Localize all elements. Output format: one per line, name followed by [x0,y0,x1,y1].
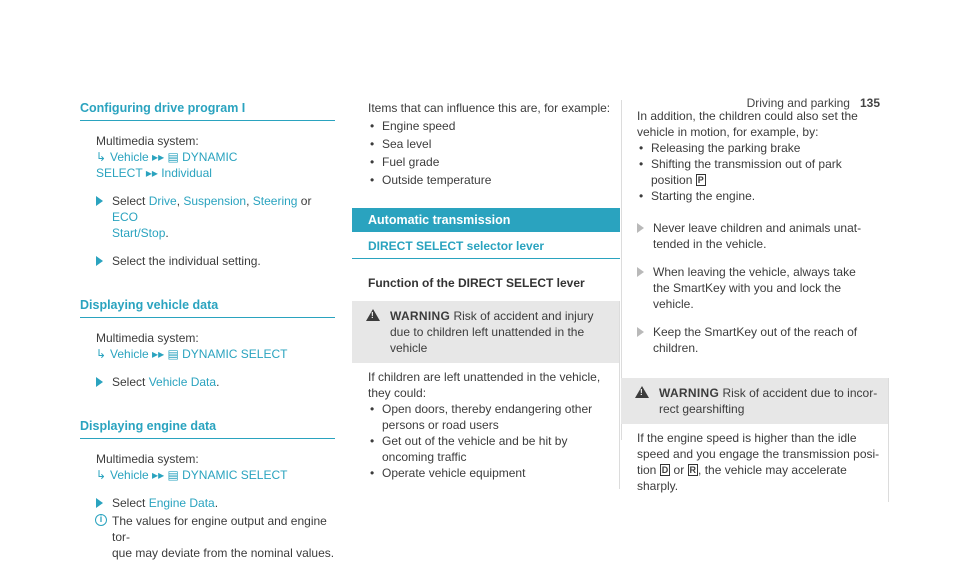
heading-vehicle-data: Displaying vehicle data [80,297,335,318]
menu-path [80,149,335,165]
menu-path [80,467,335,483]
path-individual-link[interactable]: Individual [161,166,212,180]
note-engine-values: i The values for engine output and engine tor- que may deviate from the nominal values. [80,513,335,561]
warning-body: If the engine speed is higher than the idle speed and you engage the transmission posi- tion D or R , the vehicle may accelerate sharply. [637,431,880,493]
intro-text: Items that can influence this are, for example: [368,101,611,115]
warning-label: WARNING [390,309,451,323]
step-keep-smartkey: Keep the SmartKey out of the reach of children. [621,324,889,356]
option-suspension[interactable]: Suspension [183,194,247,208]
list-item: • Shifting the transmission out of park position P [621,156,889,188]
menu-path [80,346,335,362]
option-eco[interactable]: ECO [112,210,139,224]
step-arrow-icon [96,256,103,266]
step-take-smartkey: When leaving the vehicle, always take the SmartKey with you and lock the vehicle. [621,264,889,312]
path-dynamic-select-link[interactable]: DYNAMIC SELECT [182,468,288,482]
paragraph-children-motion: In addition, the children could also set the vehicle in motion, for example, by: [637,109,858,139]
list-item: • Operate vehicle equipment [368,465,611,481]
step-select-vehicle-data: Select Vehicle Data. [80,374,335,390]
warning-triangle-icon [635,386,649,398]
return-arrow-icon: ↳ [96,150,107,164]
multimedia-label: Multimedia system: [96,134,199,148]
gear-d-icon: D [661,465,669,475]
gear-p-icon: P [697,175,704,185]
option-steering[interactable]: Steering [252,194,298,208]
list-item: • Open doors, thereby endangering other persons or road users [368,401,611,433]
step-select-options: Select Drive, Suspension, Steering or ECO Start/Stop. [80,193,335,241]
path-vehicle-link[interactable]: Vehicle [110,150,149,164]
return-arrow-icon: ↳ [96,347,107,361]
warning-box-children [352,301,620,489]
dynamic-select-icon: ▤ [167,150,179,164]
heading-configuring-drive-program: Configuring drive program I [80,100,335,121]
column-right [621,100,889,502]
menu-path-cont [80,165,335,181]
gear-r-icon: R [689,465,697,475]
multimedia-label: Multimedia system: [96,452,199,466]
path-dynamic-select-link[interactable]: DYNAMIC SELECT [182,347,288,361]
option-engine-data[interactable]: Engine Data [148,496,215,510]
column-left [80,100,335,561]
warning-box-gearshifting [621,378,889,502]
step-individual-setting: Select the individual setting. [80,253,335,269]
double-chevron-icon: ▸▸ [152,468,168,482]
page-number: 135 [859,96,880,110]
running-title: Driving and parking [746,96,850,110]
double-chevron-icon: ▸▸ [145,166,162,180]
step-arrow-icon [96,196,103,206]
warning-header: ! WARNING Risk of accident due to incor- rect gearshifting [621,378,888,424]
column-middle [352,100,620,489]
list-item: • Starting the engine. [621,188,889,204]
option-start-stop[interactable]: Start/Stop [112,226,166,240]
option-vehicle-data[interactable]: Vehicle Data [148,375,217,389]
warning-triangle-icon [366,309,380,321]
list-item: • Releasing the parking brake [621,140,889,156]
heading-lever-function: Function of the DIRECT SELECT lever [368,276,585,290]
dynamic-select-icon: ▤ [167,468,179,482]
step-arrow-icon [96,498,103,508]
path-vehicle-link[interactable]: Vehicle [110,468,149,482]
warning-label: WARNING [659,386,720,400]
list-item: • Sea level [352,136,620,152]
step-arrow-icon [637,223,644,233]
step-never-leave-children: Never leave children and animals unat- tended in the vehicle. [621,220,889,252]
list-item: • Engine speed [352,118,620,134]
path-select-link[interactable]: SELECT [96,166,143,180]
multimedia-label: Multimedia system: [96,331,199,345]
dynamic-select-icon: ▤ [167,347,179,361]
warning-header: ! WARNING Risk of accident and injury due to children left unattended in the vehicle [352,301,619,363]
step-arrow-icon [96,377,103,387]
return-arrow-icon: ↳ [96,468,107,482]
warning-body: If children are left unattended in the vehicle, they could: • Open doors, thereby endangering other persons or road users • Get out of the vehicle and be hit by oncoming traffic • Operate vehicle equipment [352,363,619,489]
heading-engine-data: Displaying engine data [80,418,335,439]
heading-selector-lever: DIRECT SELECT selector lever [352,232,620,259]
list-item: • Get out of the vehicle and be hit by oncoming traffic [368,433,611,465]
chapter-banner: Automatic transmission [352,208,620,232]
step-arrow-icon [637,267,644,277]
path-dynamic-link[interactable]: DYNAMIC [182,150,238,164]
double-chevron-icon: ▸▸ [152,347,168,361]
path-vehicle-link[interactable]: Vehicle [110,347,149,361]
step-arrow-icon [637,327,644,337]
list-item: • Outside temperature [352,172,620,188]
option-drive[interactable]: Drive [148,194,177,208]
info-icon: i [95,514,107,526]
double-chevron-icon: ▸▸ [152,150,168,164]
list-item: • Fuel grade [352,154,620,170]
step-select-engine-data: Select Engine Data. [80,495,335,511]
